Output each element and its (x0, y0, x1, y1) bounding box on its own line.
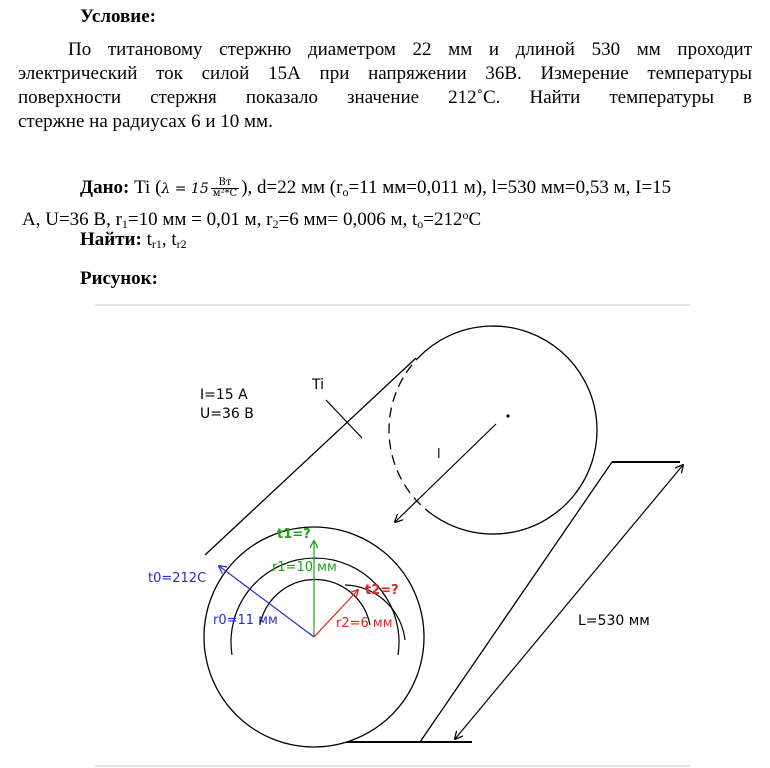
condition-line-3: поверхности стержня показало значение 212˚С. Найти температуры в (18, 87, 752, 108)
length-dimension (455, 465, 683, 739)
condition-line-2: электрический ток силой 15А при напряжении 36В. Измерение температуры (18, 63, 752, 84)
lambda-unit: $\frac{Вт}{\text{м²*С}}$ (212, 177, 238, 200)
axis-label: l (437, 447, 441, 462)
current-label: I=15 А (200, 387, 248, 403)
material-label: Ti (312, 377, 325, 393)
given-label: Дано: (80, 177, 130, 198)
rod-bottom-edge (420, 462, 612, 742)
given-line-2: А, U=36 В, $r_1=10$ мм = 0,01 м, $r_2=6$ мм= 0,006 м, $t_o=212^oС$ (22, 208, 482, 231)
lambda-value: λ = 15 (161, 181, 209, 197)
figure-title: Рисунок: (80, 268, 158, 289)
find-label: Найти: (80, 229, 142, 250)
t0-label: t0=212C (148, 571, 207, 586)
axis-arrow (395, 424, 496, 522)
condition-line-4: стержне на радиусах 6 и 10 мм. (18, 111, 273, 132)
voltage-label: U=36 В (200, 406, 254, 422)
condition-title: Условие: (80, 6, 156, 27)
length-label: L=530 мм (578, 613, 650, 629)
given-line-1: Дано: Ti (λ = 15 $\frac{Вт}{\text{м²*С}}$ ), d=22 мм ($r_o=11$ мм=0,011 м), l=530 мм=0,53 м, I=15 (80, 177, 672, 200)
given-material: Ti ( (134, 177, 162, 198)
t2-label: t2=? (365, 583, 399, 598)
r1-label: r1=10 мм (272, 560, 337, 575)
t1-label: t1=? (277, 527, 311, 542)
r2-label: r2=6 мм (336, 616, 393, 631)
material-leader (326, 400, 362, 438)
find-line: Найти: $t_{r1}$, $t_{r2}$ (80, 229, 187, 251)
back-circle-visible (418, 326, 597, 534)
r0-label: r0=11 мм (213, 613, 278, 628)
condition-line-1: По титановому стержню диаметром 22 мм и длиной 530 мм проходит (68, 39, 752, 60)
back-center-dot (506, 414, 509, 417)
